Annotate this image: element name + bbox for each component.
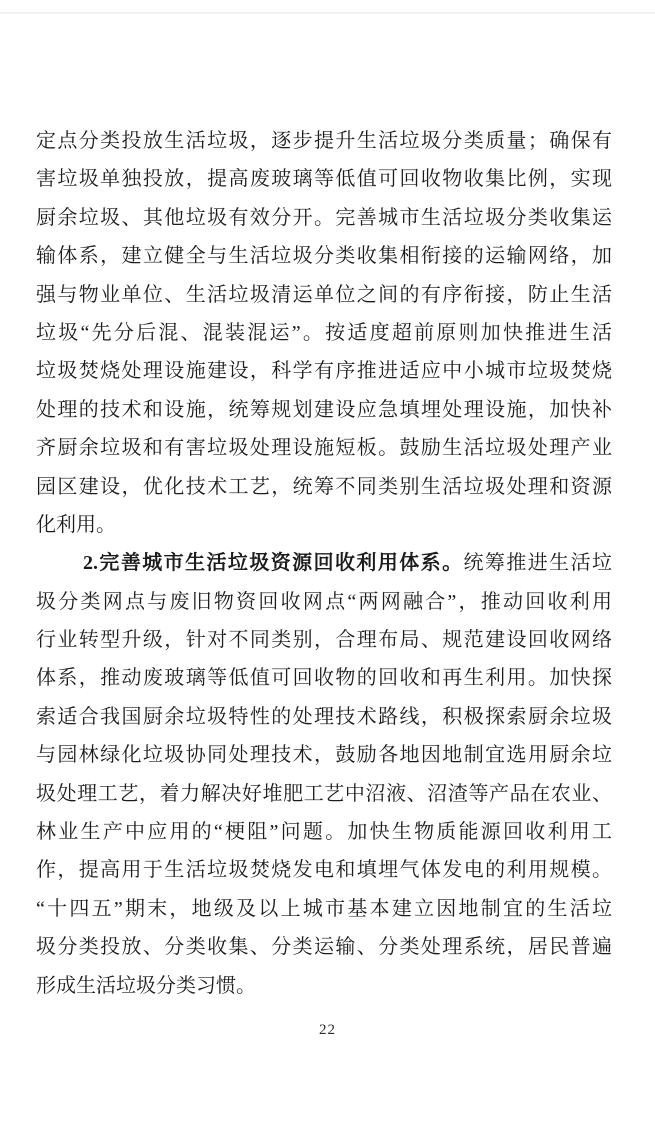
text-segment: 齐厨余垃圾和有害垃圾处理设施短板。鼓励生活垃圾处理产业 bbox=[36, 437, 612, 460]
text-line bbox=[36, 928, 612, 966]
text-segment: 园区建设，优化技术工艺，统筹不同类别生活垃圾处理和资源 bbox=[36, 475, 612, 498]
text-line bbox=[36, 736, 612, 774]
text-segment: 作，提高用于生活垃圾焚烧发电和填埋气体发电的利用规模。 bbox=[36, 859, 612, 882]
document-body bbox=[36, 122, 612, 1005]
text-segment: 输体系，建立健全与生活垃圾分类收集相衔接的运输网络，加 bbox=[36, 245, 612, 268]
text-segment: 林业生产中应用的“梗阻”问题。加快生物质能源回收利用工 bbox=[36, 821, 612, 844]
text-segment: 强与物业单位、生活垃圾清运单位之间的有序衔接，防止生活 bbox=[36, 283, 612, 306]
text-line bbox=[36, 583, 612, 621]
text-line bbox=[36, 659, 612, 697]
text-line bbox=[36, 698, 612, 736]
text-line bbox=[36, 468, 612, 506]
text-segment: 圾分类投放、分类收集、分类运输、分类处理系统，居民普遍 bbox=[36, 936, 612, 959]
text-segment: 处理的技术和设施，统筹规划建设应急填埋处理设施，加快补 bbox=[36, 398, 612, 421]
text-segment: 体系，推动废玻璃等低值可回收物的回收和再生利用。加快探 bbox=[36, 667, 612, 690]
text-segment: 2.完善城市生活垃圾资源回收利用体系。 bbox=[83, 552, 464, 575]
text-segment: 与园林绿化垃圾协同处理技术，鼓励各地因地制宜选用厨余垃 bbox=[36, 744, 612, 767]
text-line bbox=[36, 429, 612, 467]
text-line bbox=[36, 544, 612, 582]
text-line bbox=[36, 314, 612, 352]
text-line bbox=[36, 506, 612, 544]
text-segment: 垃圾“先分后混、混装混运”。按适度超前原则加快推进生活 bbox=[36, 321, 612, 344]
text-segment: 形成生活垃圾分类习惯。 bbox=[36, 974, 256, 997]
text-line bbox=[36, 237, 612, 275]
text-line bbox=[36, 851, 612, 889]
text-segment: 统筹推进生活垃 bbox=[463, 552, 612, 575]
text-segment: 索适合我国厨余垃圾特性的处理技术路线，积极探索厨余垃圾 bbox=[36, 705, 612, 728]
page-number: 22 bbox=[319, 1022, 336, 1038]
text-segment: 化利用。 bbox=[36, 513, 116, 536]
text-segment: 圾分类网点与废旧物资回收网点“两网融合”，推动回收利用 bbox=[36, 590, 612, 613]
text-line bbox=[36, 199, 612, 237]
text-line bbox=[36, 775, 612, 813]
text-line bbox=[36, 967, 612, 1005]
text-line bbox=[36, 352, 612, 390]
text-line bbox=[36, 276, 612, 314]
scan-artifact-line bbox=[0, 12, 655, 14]
text-line bbox=[36, 160, 612, 198]
text-segment: 定点分类投放生活垃圾，逐步提升生活垃圾分类质量；确保有 bbox=[36, 130, 612, 152]
text-segment: 圾处理工艺，着力解决好堆肥工艺中沼液、沼渣等产品在农业、 bbox=[36, 782, 612, 805]
text-segment: 厨余垃圾、其他垃圾有效分开。完善城市生活垃圾分类收集运 bbox=[36, 206, 612, 229]
text-segment: 行业转型升级，针对不同类别，合理布局、规范建设回收网络 bbox=[36, 629, 612, 652]
text-segment: 垃圾焚烧处理设施建设，科学有序推进适应中小城市垃圾焚烧 bbox=[36, 360, 612, 383]
text-segment: 害垃圾单独投放，提高废玻璃等低值可回收物收集比例，实现 bbox=[36, 168, 612, 191]
text-line bbox=[36, 122, 612, 160]
text-line bbox=[36, 890, 612, 928]
text-segment: “十四五”期末，地级及以上城市基本建立因地制宜的生活垃 bbox=[36, 897, 612, 920]
text-line bbox=[36, 813, 612, 851]
text-line bbox=[36, 391, 612, 429]
text-line bbox=[36, 621, 612, 659]
